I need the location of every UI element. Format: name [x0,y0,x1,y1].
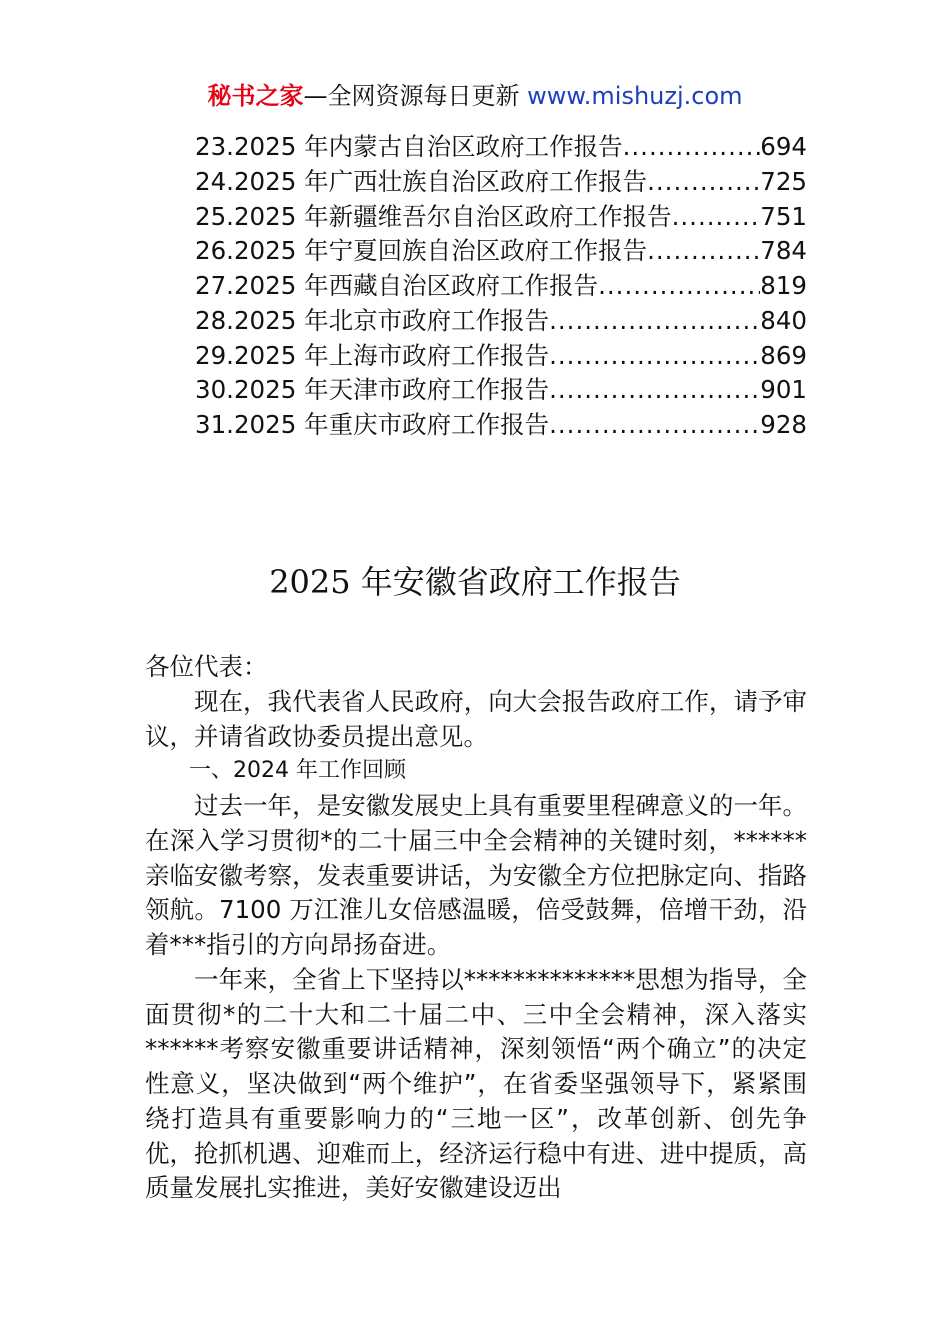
toc-page-number: 694 [760,132,807,161]
toc-entry-title: 29.2025 年上海市政府工作报告 [195,340,550,370]
toc-entry[interactable] [195,339,807,374]
toc-page-number: 751 [760,201,807,231]
toc-leader-dots [549,304,760,339]
toc-entry[interactable] [195,165,807,200]
toc-entry[interactable] [195,408,807,443]
toc-page-number: 840 [760,305,807,335]
toc-leader-dots [549,373,760,408]
toc-entry[interactable] [195,373,807,408]
toc-page-number: 725 [760,166,807,196]
toc-leader-dots [549,339,760,374]
header-tagline: —全网资源每日更新 [303,82,528,110]
toc-entry-title: 25.2025 年新疆维吾尔自治区政府工作报告 [195,201,672,231]
section-heading: 一、2024 年工作回顾 [189,758,406,784]
table-of-contents [195,130,807,443]
toc-page-number: 869 [760,340,807,370]
document-body [145,650,807,1206]
toc-leader-dots [598,269,760,304]
toc-entry[interactable] [195,130,807,165]
toc-page-number: 819 [760,271,807,300]
brand-name: 秘书之家 [207,82,304,110]
toc-entry-title: 23.2025 年内蒙古自治区政府工作报告 [195,132,623,161]
toc-leader-dots [647,165,760,200]
toc-entry-title: 27.2025 年西藏自治区政府工作报告 [195,271,599,300]
toc-entry-title: 31.2025 年重庆市政府工作报告 [195,410,550,439]
opening-paragraph: 现在，我代表省人民政府，向大会报告政府工作，请予审议，并请省政协委员提出意见。 [145,686,807,751]
toc-entry-title: 28.2025 年北京市政府工作报告 [195,305,550,335]
toc-entry[interactable] [195,269,807,304]
document-title: 2025 年安徽省政府工作报告 [269,563,681,601]
salutation: 各位代表： [145,652,268,681]
summary-paragraph: 一年来，全省上下坚持以**************思想为指导，全面贯彻*的二十大和二十届二中、三中全会精神，深入落实******考察安徽重要讲话精神，深刻领悟“两个确立”的决定性意义，坚决做到“两个维护”，在省委坚强领导下，紧紧围绕打造具有重要影响力的“三地一区”，改革创新、创先争优，抢抓机遇、迎难而上，经济运行稳中有进、进中提质，高质量发展扎实推进，美好安徽建设迈出 [145,964,807,1203]
toc-leader-dots [549,408,760,443]
toc-leader-dots [647,234,760,269]
toc-page-number: 901 [760,375,807,405]
review-paragraph: 过去一年，是安徽发展史上具有重要里程碑意义的一年。在深入学习贯彻*的二十届三中全会精神的关键时刻，******亲临安徽考察，发表重要讲话，为安徽全方位把脉定向、指路领航。7100 万江淮儿女倍感温暖，倍受鼓舞，倍增干劲，沿着***指引的方向昂扬奋进。 [145,791,807,959]
toc-page-number: 784 [760,236,807,266]
toc-entry[interactable] [195,304,807,339]
toc-leader-dots [623,130,761,165]
site-header [0,80,950,112]
toc-page-number: 928 [760,410,807,439]
toc-entry[interactable] [195,234,807,269]
toc-entry-title: 24.2025 年广西壮族自治区政府工作报告 [195,166,648,196]
toc-entry-title: 26.2025 年宁夏回族自治区政府工作报告 [195,236,648,266]
toc-leader-dots [672,200,761,235]
toc-entry-title: 30.2025 年天津市政府工作报告 [195,375,550,405]
site-url-link[interactable]: www.mishuzj.com [527,82,743,110]
toc-entry[interactable] [195,200,807,235]
